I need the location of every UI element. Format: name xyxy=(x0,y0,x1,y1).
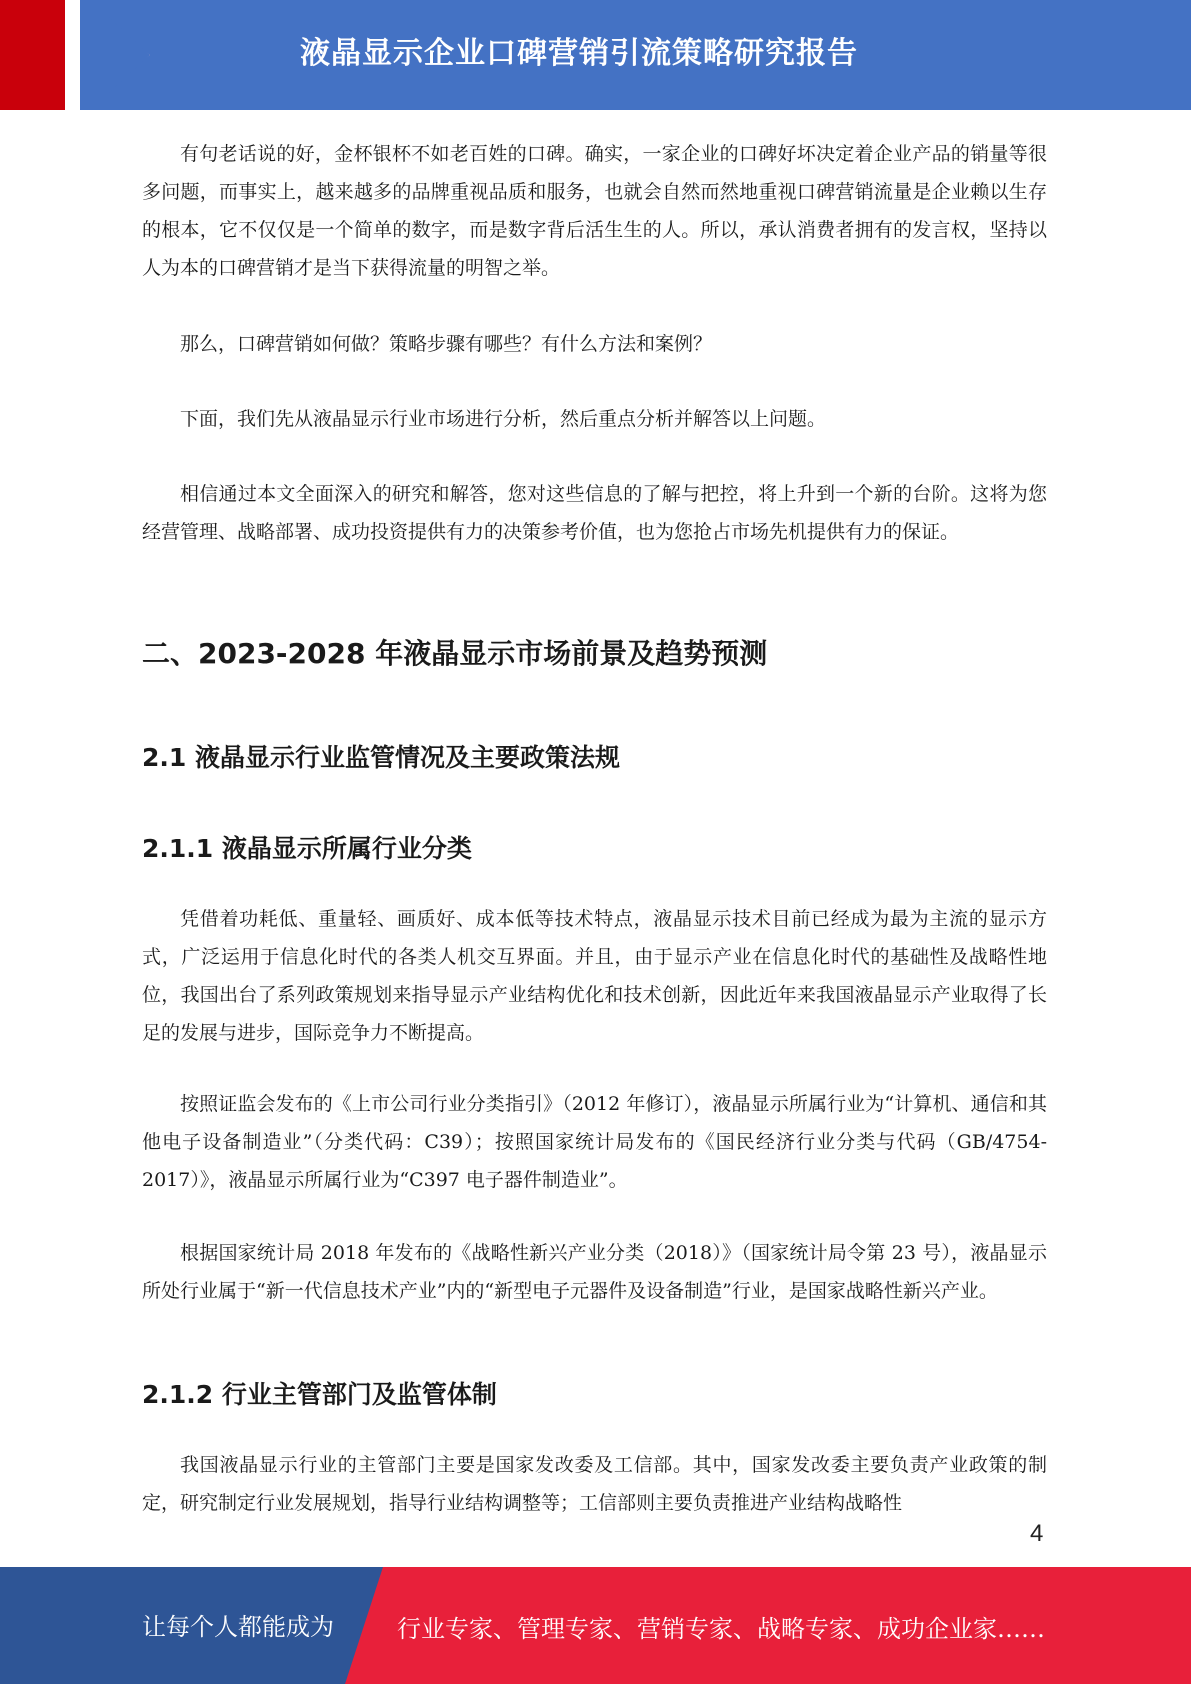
page-header xyxy=(0,0,1191,110)
intro-paragraph-3: 下面，我们先从液晶显示行业市场进行分析，然后重点分析并解答以上问题。 xyxy=(180,408,827,430)
body-paragraph-classification: 凭借着功耗低、重量轻、画质好、成本低等技术特点，液晶显示技术目前已经成为最为主流的显示方式，广泛运用于信息化时代的各类人机交互界面。并且，由于显示产业在信息化时代的基础性及战略性地位，我国出台了系列政策规划来指导显示产业结构优化和技术创新，因此近年来我国液晶显示产业取得了长足的发展与进步，国际竞争力不断提高。 xyxy=(142,908,1047,1044)
page-footer xyxy=(0,1567,1191,1684)
footer-slogan-right: 行业专家、管理专家、营销专家、战略专家、成功企业家…… xyxy=(397,1615,1045,1643)
body-paragraph-regulators: 我国液晶显示行业的主管部门主要是国家发改委及工信部。其中，国家发改委主要负责产业政策的制定，研究制定行业发展规划，指导行业结构调整等；工信部则主要负责推进产业结构战略性 xyxy=(142,1454,1047,1514)
body-paragraph-csrc: 按照证监会发布的《上市公司行业分类指引》（2012 年修订），液晶显示所属行业为“计算机、通信和其他电子设备制造业”（分类代码：C39）；按照国家统计局发布的《国民经济行业分类与代码（GB/4754-2017）》，液晶显示所属行业为“C397 电子器件制造业”。 xyxy=(142,1093,1047,1191)
section-heading-2: 二、2023-2028 年液晶显示市场前景及趋势预测 xyxy=(142,637,768,670)
body-paragraph-stats-bureau: 根据国家统计局 2018 年发布的《战略性新兴产业分类（2018）》（国家统计局令第 23 号），液晶显示所处行业属于“新一代信息技术产业”内的“新型电子元器件及设备制造”行业，是国家战略性新兴产业。 xyxy=(142,1242,1047,1302)
intro-paragraph-4: 相信通过本文全面深入的研究和解答，您对这些信息的了解与把控，将上升到一个新的台阶。这将为您经营管理、战略部署、成功投资提供有力的决策参考价值，也为您抢占市场先机提供有力的保证。 xyxy=(142,483,1047,543)
report-title: 液晶显示企业口碑营销引流策略研究报告 xyxy=(300,36,858,71)
section-heading-2-1-2: 2.1.2 行业主管部门及监管体制 xyxy=(142,1380,497,1409)
intro-paragraph-1: 有句老话说的好，金杯银杯不如老百姓的口碑。确实，一家企业的口碑好坏决定着企业产品的销量等很多问题，而事实上，越来越多的品牌重视品质和服务，也就会自然而然地重视口碑营销流量是企业赖以生存的根本，它不仅仅是一个简单的数字，而是数字背后活生生的人。所以，承认消费者拥有的发言权，坚持以人为本的口碑营销才是当下获得流量的明智之举。 xyxy=(142,143,1047,279)
section-heading-2-1: 2.1 液晶显示行业监管情况及主要政策法规 xyxy=(142,743,620,772)
footer-slogan-left: 让每个人都能成为 xyxy=(142,1613,334,1641)
page-number: 4 xyxy=(1030,1520,1044,1547)
intro-paragraph-2: 那么，口碑营销如何做？策略步骤有哪些？有什么方法和案例？ xyxy=(180,333,713,355)
section-heading-2-1-1: 2.1.1 液晶显示所属行业分类 xyxy=(142,834,472,863)
